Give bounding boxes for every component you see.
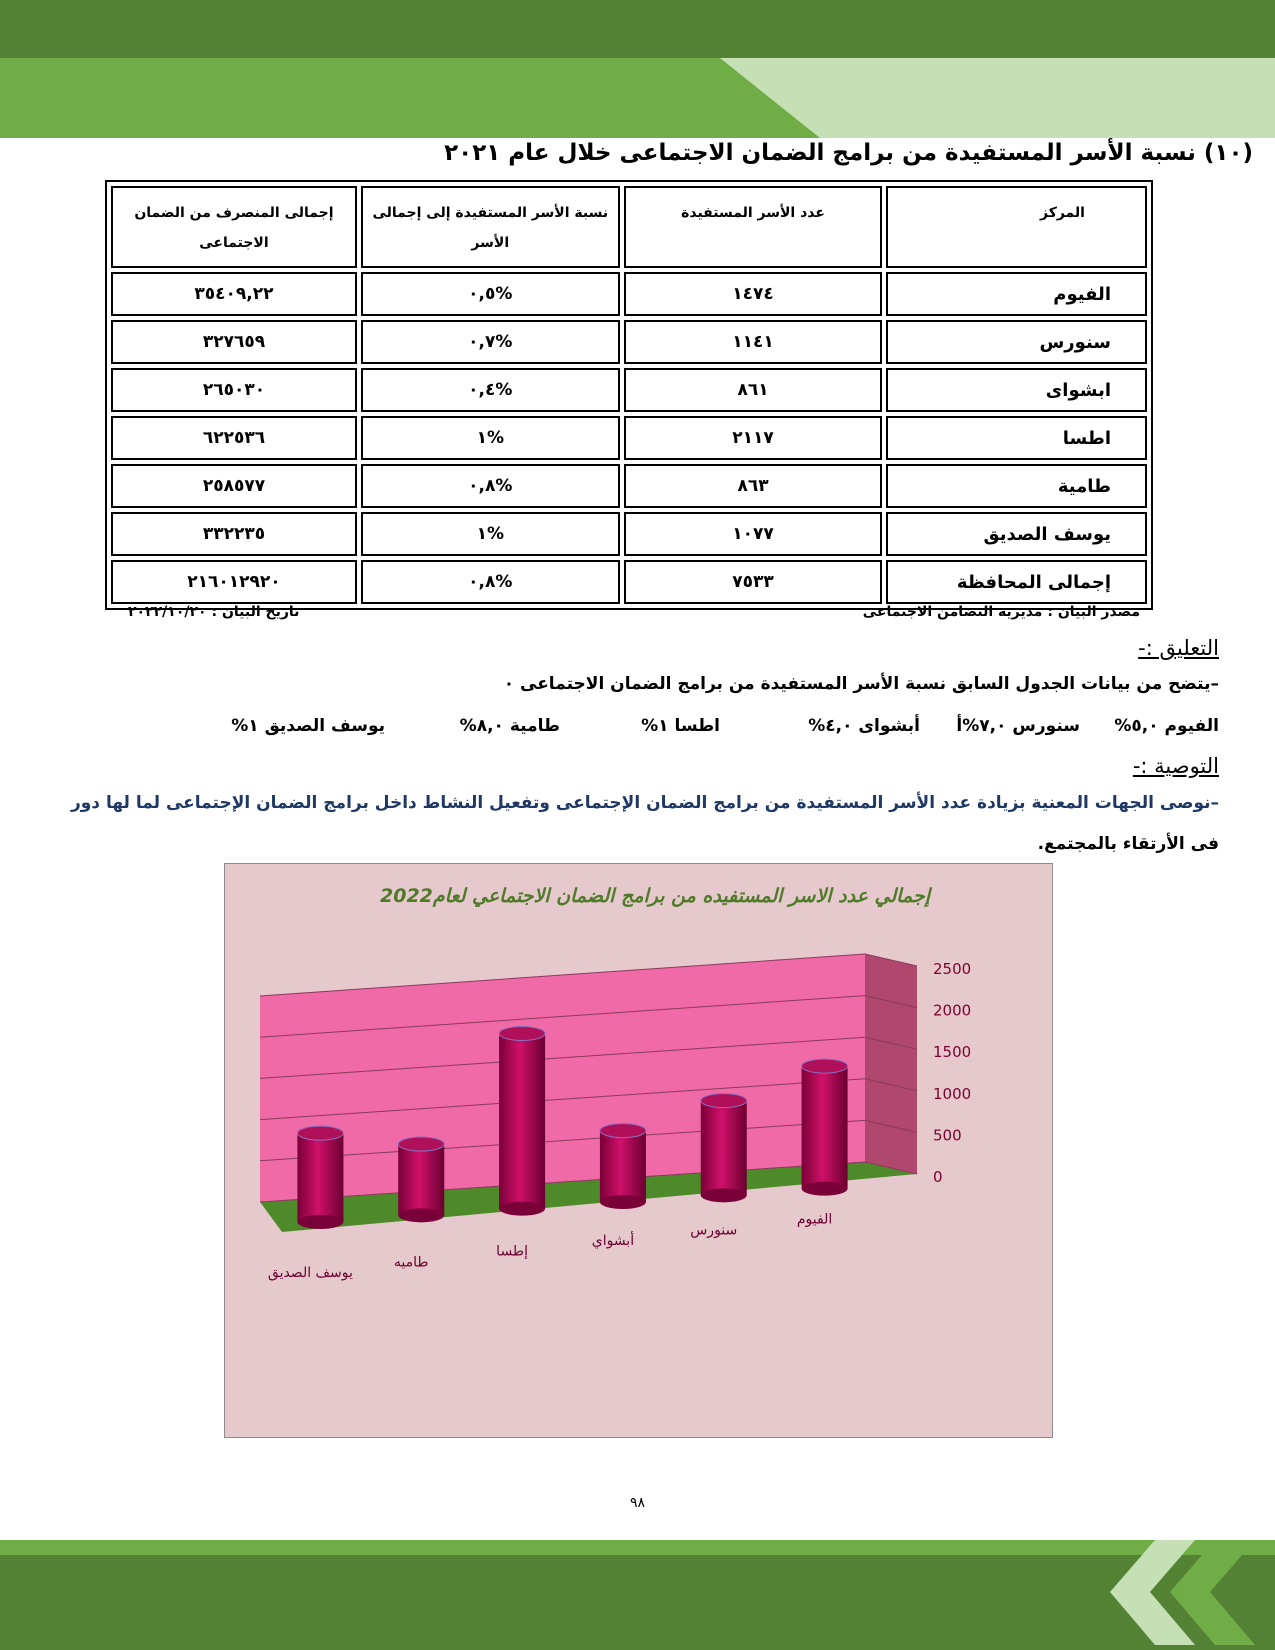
- recommendation-line-2: فى الأرتقاء بالمجتمع.: [1037, 834, 1219, 854]
- comment-text: –يتضح من بيانات الجدول السابق نسبة الأسر المستفيدة من برامج الضمان الاجتماعى ٠: [503, 674, 1219, 694]
- bar-body: [297, 1133, 343, 1222]
- cell-spent: ٢١٦٠١٢٩٢٠: [111, 560, 357, 604]
- cell-families: ١١٤١: [624, 320, 883, 364]
- chart-back-wall: [260, 954, 865, 1202]
- x-tick-label: يوسف الصديق: [267, 1265, 353, 1282]
- chevron-left-icon: [1055, 1535, 1275, 1650]
- cell-spent: ٣٢٧٦٥٩: [111, 320, 357, 364]
- table-row: [111, 272, 1147, 316]
- cell-families: ١٤٧٤: [624, 272, 883, 316]
- bar-body: [499, 1033, 545, 1208]
- table-row: [111, 368, 1147, 412]
- table-header-row: [111, 186, 1147, 268]
- data-date: تاريخ البيان : ٢٠٢٢/١٠/٢٠: [128, 604, 300, 620]
- y-tick-label: 2500: [933, 960, 972, 978]
- cell-center: سنورس: [886, 320, 1147, 364]
- bar-body: [802, 1066, 848, 1189]
- bar-base: [499, 1202, 545, 1216]
- chart-container: [224, 863, 1053, 1438]
- bar: [297, 1126, 343, 1229]
- bar-base: [600, 1195, 646, 1209]
- data-source: مصدر البيان : مديرية التضامن الاجتماعى: [862, 604, 1140, 620]
- y-tick-label: 2000: [933, 1001, 972, 1020]
- cell-spent: ٣٥٤٠٩,٢٢: [111, 272, 357, 316]
- bar-top: [398, 1137, 444, 1151]
- percent-item: أبشواى ٤,٠%: [808, 716, 920, 736]
- header-ratio: نسبة الأسر المستفيدة إلى إجمالى الأسر: [361, 186, 620, 268]
- cell-spent: ٢٦٥٠٣٠: [111, 368, 357, 412]
- x-tick-label: طاميه: [393, 1254, 429, 1271]
- bar-base: [802, 1182, 848, 1196]
- percent-item: طامية ٨,٠%: [459, 716, 560, 736]
- cell-center: إجمالى المحافظة: [886, 560, 1147, 604]
- y-tick-label: 1000: [933, 1084, 972, 1103]
- cell-families: ٨٦٣: [624, 464, 883, 508]
- cell-center: طامية: [886, 464, 1147, 508]
- page-number: ٩٨: [629, 1495, 646, 1511]
- y-tick-label: 1500: [933, 1043, 972, 1062]
- x-tick-label: أبشواي: [591, 1233, 635, 1250]
- x-tick-label: الفيوم: [796, 1211, 833, 1228]
- x-tick-label: سنورس: [690, 1222, 738, 1239]
- bar-top: [701, 1094, 747, 1108]
- x-tick-label: إطسا: [496, 1243, 528, 1260]
- table-row: [111, 416, 1147, 460]
- bar-body: [600, 1131, 646, 1202]
- percent-item: سنورس ٧,٠%أ: [956, 716, 1080, 736]
- bar-base: [297, 1215, 343, 1229]
- bar: [802, 1059, 848, 1196]
- header-spent: إجمالى المنصرف من الضمان الاجتماعى: [111, 186, 357, 268]
- y-tick-label: 500: [933, 1126, 962, 1145]
- table-row: [111, 512, 1147, 556]
- cell-families: ٧٥٣٣: [624, 560, 883, 604]
- bar-top: [297, 1126, 343, 1140]
- bar: [701, 1094, 747, 1203]
- header-green-band: [0, 58, 820, 138]
- cell-center: ابشواى: [886, 368, 1147, 412]
- cell-spent: ٣٣٢٢٣٥: [111, 512, 357, 556]
- page-title: (١٠) نسبة الأسر المستفيدة من برامج الضمان الاجتماعى خلال عام ٢٠٢١: [444, 140, 1253, 166]
- header-center: المركز: [886, 186, 1147, 268]
- bar: [600, 1124, 646, 1209]
- bar: [499, 1026, 545, 1215]
- chart-title: إجمالي عدد الاسر المستفيده من برامج الضمان الاجتماعي لعام2022: [380, 885, 930, 907]
- cell-center: اطسا: [886, 416, 1147, 460]
- cell-ratio: %٠,٨: [361, 464, 620, 508]
- cell-center: الفيوم: [886, 272, 1147, 316]
- cell-ratio: %١: [361, 416, 620, 460]
- percent-item: يوسف الصديق ١%: [231, 716, 385, 736]
- header-band: [0, 0, 1275, 58]
- y-tick-label: 0: [933, 1168, 943, 1186]
- data-table: [105, 180, 1153, 610]
- bar-base: [398, 1208, 444, 1222]
- cell-ratio: %٠,٥: [361, 272, 620, 316]
- cell-spent: ٢٥٨٥٧٧: [111, 464, 357, 508]
- percent-item: الفيوم ٥,٠%: [1114, 716, 1219, 736]
- cell-ratio: %٠,٧: [361, 320, 620, 364]
- bar-base: [701, 1188, 747, 1202]
- cell-ratio: %٠,٨: [361, 560, 620, 604]
- cell-families: ١٠٧٧: [624, 512, 883, 556]
- cell-spent: ٦٢٢٥٣٦: [111, 416, 357, 460]
- comment-heading: التعليق :-: [1138, 636, 1219, 660]
- cell-families: ٢١١٧: [624, 416, 883, 460]
- header-families: عدد الأسر المستفيدة: [624, 186, 883, 268]
- bar-top: [600, 1124, 646, 1138]
- table-row-total: [111, 560, 1147, 604]
- bar-body: [398, 1144, 444, 1215]
- cell-ratio: %٠,٤: [361, 368, 620, 412]
- cell-center: يوسف الصديق: [886, 512, 1147, 556]
- bar: [398, 1137, 444, 1222]
- percent-item: اطسا ١%: [641, 716, 720, 736]
- cell-ratio: %١: [361, 512, 620, 556]
- bar-top: [802, 1059, 848, 1073]
- table-row: [111, 320, 1147, 364]
- recommendation-heading: التوصية :-: [1132, 754, 1219, 778]
- cell-families: ٨٦١: [624, 368, 883, 412]
- bar-top: [499, 1026, 545, 1040]
- recommendation-line-1: –نوصى الجهات المعنية بزيادة عدد الأسر المستفيدة من برامج الضمان الإجتماعى وتفعيل النشاط داخل برامج الضمان الإجتماعى لما لها دور: [70, 793, 1219, 813]
- chart-side-wall: [865, 954, 917, 1174]
- table-row: [111, 464, 1147, 508]
- bar-body: [701, 1101, 747, 1196]
- bar-chart: [225, 864, 1052, 1437]
